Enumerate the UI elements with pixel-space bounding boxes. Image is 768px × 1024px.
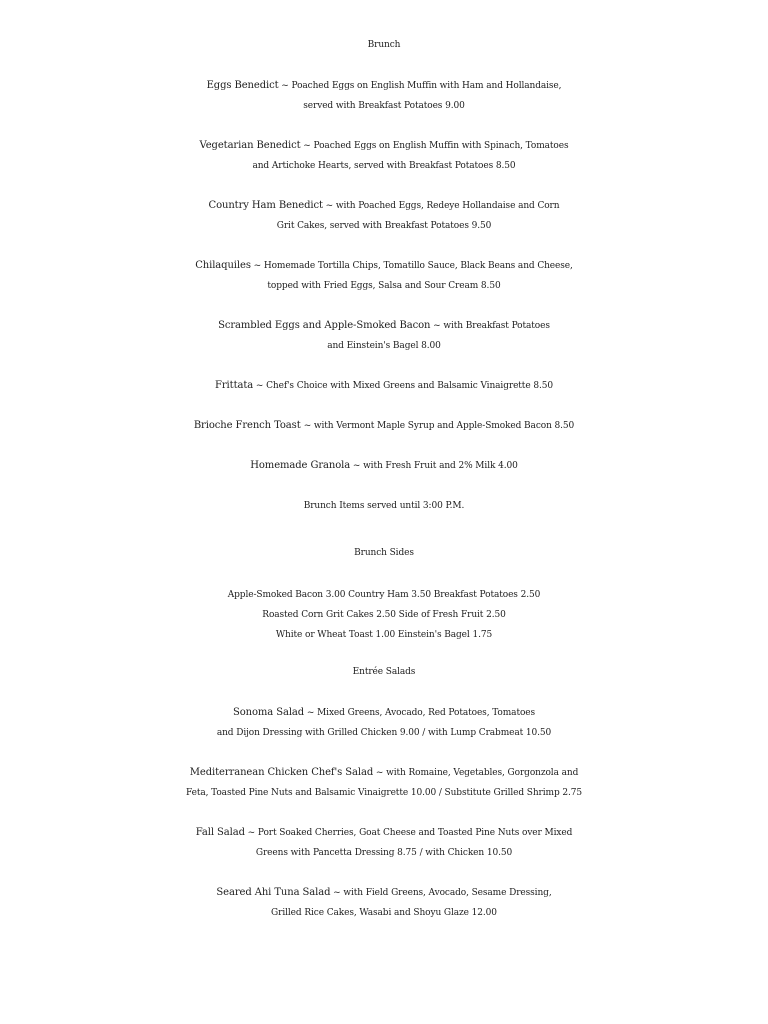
- dish-separator: ~: [300, 141, 314, 151]
- menu-item-scrambled-eggs: [0, 316, 768, 336]
- dish-name: Fall Salad: [195, 827, 245, 838]
- menu-item-scrambled-eggs-line2: [0, 336, 768, 356]
- dish-name: Sonoma Salad: [232, 707, 305, 718]
- menu-item-country-ham-benedict-line2: [0, 216, 768, 236]
- dish-description: Port Soaked Cherries, Goat Cheese and Toasted Pine Nuts over Mixed: [257, 828, 573, 838]
- dish-separator: ~: [373, 768, 387, 778]
- dish-description: served with Breakfast Potatoes 9.00: [303, 101, 465, 111]
- dish-name: Mediterranean Chicken Chef's Salad: [189, 767, 374, 778]
- dish-separator: ~: [303, 421, 314, 431]
- dish-separator: ~: [278, 81, 292, 91]
- dish-separator: ~: [350, 461, 364, 471]
- menu-item-homemade-granola: [0, 456, 768, 476]
- dish-name: Seared Ahi Tuna Salad: [216, 887, 331, 898]
- dish-separator: ~: [244, 828, 258, 838]
- menu-item-mediterranean-chef-salad: [0, 763, 768, 783]
- menu-item-chilaquiles-line2: [0, 276, 768, 296]
- dish-description: and Artichoke Hearts, served with Breakfast Potatoes 8.50: [252, 161, 516, 171]
- dish-description: with Poached Eggs, Redeye Hollandaise and Corn: [335, 201, 560, 211]
- dish-separator: ~: [250, 261, 264, 271]
- menu-item-fall-salad-line2: [0, 843, 768, 863]
- menu-item-eggs-benedict: [0, 76, 768, 96]
- dish-description: with Vermont Maple Syrup and Apple-Smoked Bacon 8.50: [313, 421, 575, 431]
- dish-description: with Romaine, Vegetables, Gorgonzola and: [386, 768, 579, 778]
- menu-item-brioche-french-toast: [0, 416, 768, 436]
- menu-item-vegetarian-benedict-line2: [0, 156, 768, 176]
- dish-name: Scrambled Eggs and Apple-Smoked Bacon: [218, 320, 431, 331]
- dish-description: Poached Eggs on English Muffin with Spinach, Tomatoes: [313, 141, 569, 151]
- menu-item-vegetarian-benedict: [0, 136, 768, 156]
- menu-item-sonoma-salad-line2: [0, 723, 768, 743]
- entree-salads-heading: Entrée Salads: [352, 667, 416, 677]
- dish-description: topped with Fried Eggs, Salsa and Sour Cream 8.50: [267, 281, 501, 291]
- dish-description: with Fresh Fruit and 2% Milk 4.00: [363, 461, 518, 471]
- dish-name: Homemade Granola: [250, 460, 351, 471]
- dish-separator: ~: [430, 321, 444, 331]
- menu-item-chilaquiles: [0, 256, 768, 276]
- menu-item-frittata: [0, 376, 768, 396]
- dish-name: Chilaquiles: [195, 260, 251, 271]
- dish-description: Chef's Choice with Mixed Greens and Balsamic Vinaigrette 8.50: [266, 381, 553, 391]
- dish-description: Grilled Rice Cakes, Wasabi and Shoyu Glaze 12.00: [271, 908, 497, 918]
- brunch-sides-line: Apple-Smoked Bacon 3.00 Country Ham 3.50 Breakfast Potatoes 2.50: [227, 590, 541, 600]
- dish-description: Greens with Pancetta Dressing 8.75 / with Chicken 10.50: [255, 848, 513, 858]
- dish-description: Homemade Tortilla Chips, Tomatillo Sauce, Black Beans and Cheese,: [263, 261, 573, 271]
- dish-name: Eggs Benedict: [206, 80, 279, 91]
- menu-item-seared-ahi-tuna-salad-line2: [0, 903, 768, 923]
- brunch-heading: Brunch: [367, 40, 401, 50]
- dish-description: and Dijon Dressing with Grilled Chicken 9.00 / with Lump Crabmeat 10.50: [216, 728, 552, 738]
- dish-name: Frittata: [215, 380, 254, 391]
- menu-item-seared-ahi-tuna-salad: [0, 883, 768, 903]
- menu-item-fall-salad: [0, 823, 768, 843]
- dish-separator: ~: [330, 888, 344, 898]
- menu-item-country-ham-benedict: [0, 196, 768, 216]
- dish-separator: ~: [322, 201, 336, 211]
- dish-name: Country Ham Benedict: [208, 200, 323, 211]
- dish-description: with Field Greens, Avocado, Sesame Dressing,: [343, 888, 552, 898]
- brunch-sides-line: White or Wheat Toast 1.00 Einstein's Bagel 1.75: [275, 630, 493, 640]
- menu-item-mediterranean-chef-salad-line2: [0, 783, 768, 803]
- dish-separator: ~: [304, 708, 318, 718]
- dish-description: Feta, Toasted Pine Nuts and Balsamic Vinaigrette 10.00 / Substitute Grilled Shrimp 2.75: [185, 788, 583, 798]
- menu-item-eggs-benedict-line2: [0, 96, 768, 116]
- menu-item-sonoma-salad: [0, 703, 768, 723]
- brunch-sides-heading: Brunch Sides: [354, 548, 414, 558]
- dish-description: Grit Cakes, served with Breakfast Potatoes 9.50: [276, 221, 492, 231]
- dish-description: with Breakfast Potatoes: [443, 321, 550, 331]
- brunch-sides-line: Roasted Corn Grit Cakes 2.50 Side of Fresh Fruit 2.50: [262, 610, 506, 620]
- dish-name: Vegetarian Benedict: [199, 140, 301, 151]
- dish-name: Brioche French Toast: [193, 420, 304, 431]
- dish-description: and Einstein's Bagel 8.00: [327, 341, 441, 351]
- dish-separator: ~: [253, 381, 267, 391]
- dish-description: Poached Eggs on English Muffin with Ham and Hollandaise,: [291, 81, 562, 91]
- dish-description: Mixed Greens, Avocado, Red Potatoes, Tomatoes: [317, 708, 536, 718]
- brunch-hours-note: Brunch Items served until 3:00 P.M.: [303, 501, 465, 511]
